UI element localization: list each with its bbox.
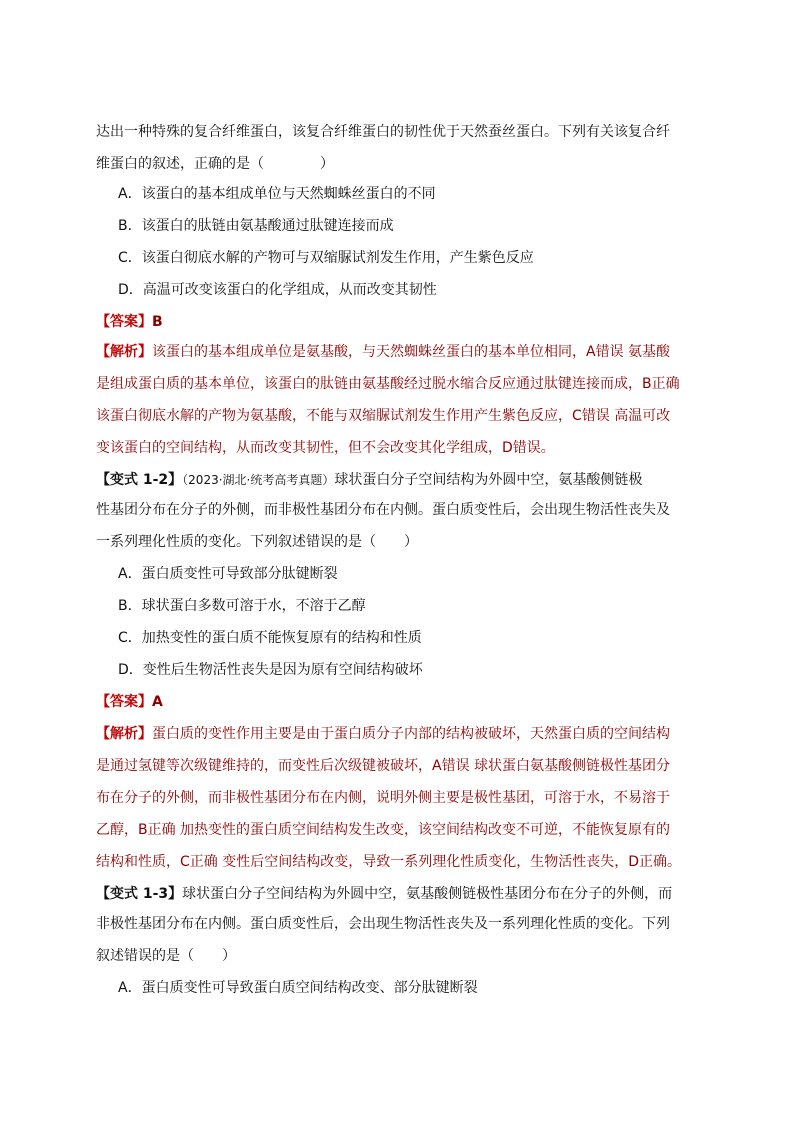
q2-option-c: C．加热变性的蛋白质不能恢复原有的结构和性质 bbox=[118, 630, 422, 646]
q2-analysis-line-1 bbox=[96, 724, 696, 744]
q3-stem-text: 球状蛋白分子空间结构为外圆中空，氨基酸侧链极性基团分布在分子的外侧，而 bbox=[182, 886, 673, 902]
analysis-tag: 【解析】 bbox=[96, 726, 152, 742]
q2-option-a: A．蛋白质变性可导致部分肽键断裂 bbox=[118, 566, 338, 582]
q2-option-b: B．球状蛋白多数可溶于水，不溶于乙醇 bbox=[118, 598, 366, 614]
q2-stem-line-1 bbox=[96, 470, 696, 490]
q2-option-d: D．变性后生物活性丧失是因为原有空间结构破坏 bbox=[118, 662, 423, 678]
question-source: （2023·湖北·统考高考真题） bbox=[182, 473, 335, 487]
q1-analysis-line-1 bbox=[96, 342, 696, 362]
q1-option-b: B．该蛋白的肽链由氨基酸通过肽键连接而成 bbox=[118, 218, 394, 234]
answer-tag: 【答案】 bbox=[96, 694, 152, 710]
q2-stem-text: 球状蛋白分子空间结构为外圆中空，氨基酸侧链极 bbox=[334, 472, 643, 488]
q3-stem-line-2: 非极性基团分布在内侧。蛋白质变性后，会出现生物活性丧失及一系列理化性质的变化。下列 bbox=[96, 916, 670, 932]
q2-answer bbox=[96, 692, 696, 712]
answer-tag: 【答案】 bbox=[96, 314, 152, 330]
variant-label: 【变式 1-3】 bbox=[96, 886, 183, 902]
q2-analysis-line-5: 结构和性质，C正确 变性后空间结构改变，导致一系列理化性质变化，生物活性丧失，D正确。 bbox=[96, 854, 682, 870]
q3-stem-line-3: 叙述错误的是（ ） bbox=[96, 948, 236, 964]
q3-option-a: A．蛋白质变性可导致蛋白质空间结构改变、部分肽键断裂 bbox=[118, 980, 478, 996]
q1-answer bbox=[96, 312, 696, 332]
q1-stem-line-1: 达出一种特殊的复合纤维蛋白，该复合纤维蛋白的韧性优于天然蚕丝蛋白。下列有关该复合纤 bbox=[96, 124, 670, 140]
q1-option-d: D．高温可改变该蛋白的化学组成，从而改变其韧性 bbox=[118, 282, 437, 298]
q2-analysis-line-4: 乙醇，B正确 加热变性的蛋白质空间结构发生改变，该空间结构改变不可逆，不能恢复原有的 bbox=[96, 822, 671, 838]
q1-option-a: A．该蛋白的基本组成单位与天然蜘蛛丝蛋白的不同 bbox=[118, 186, 436, 202]
variant-label: 【变式 1-2】 bbox=[96, 472, 183, 488]
answer-value: A bbox=[152, 694, 163, 710]
q2-analysis-line-2: 是通过氢键等次级键维持的，而变性后次级键被破坏，A错误 球状蛋白氨基酸侧链极性基团分 bbox=[96, 758, 671, 774]
analysis-text: 蛋白质的变性作用主要是由于蛋白质分子内部的结构被破坏，天然蛋白质的空间结构 bbox=[152, 726, 670, 742]
q3-stem-line-1 bbox=[96, 884, 696, 904]
analysis-tag: 【解析】 bbox=[96, 344, 152, 360]
analysis-text: 该蛋白的基本组成单位是氨基酸，与天然蜘蛛丝蛋白的基本单位相同，A错误 氨基酸 bbox=[152, 344, 671, 360]
q2-stem-line-2: 性基团分布在分子的外侧，而非极性基团分布在内侧。蛋白质变性后，会出现生物活性丧失及 bbox=[96, 502, 670, 518]
q1-analysis-line-2: 是组成蛋白质的基本单位，该蛋白的肽链由氨基酸经过脱水缩合反应通过肽键连接而成，B正确 bbox=[96, 376, 680, 392]
q2-analysis-line-3: 布在分子的外侧，而非极性基团分布在内侧，说明外侧主要是极性基团，可溶于水，不易溶于 bbox=[96, 790, 670, 806]
q2-stem-line-3: 一系列理化性质的变化。下列叙述错误的是（ ） bbox=[96, 534, 418, 550]
q1-analysis-line-4: 变该蛋白的空间结构，从而改变其韧性，但不会改变其化学组成，D错误。 bbox=[96, 440, 555, 456]
q1-analysis-line-3: 该蛋白彻底水解的产物为氨基酸，不能与双缩脲试剂发生作用产生紫色反应，C错误 高温可改 bbox=[96, 408, 671, 424]
answer-value: B bbox=[152, 314, 163, 330]
q1-option-c: C．该蛋白彻底水解的产物可与双缩脲试剂发生作用，产生紫色反应 bbox=[118, 250, 534, 266]
q1-stem-line-2: 维蛋白的叙述，正确的是（ ） bbox=[96, 156, 334, 172]
